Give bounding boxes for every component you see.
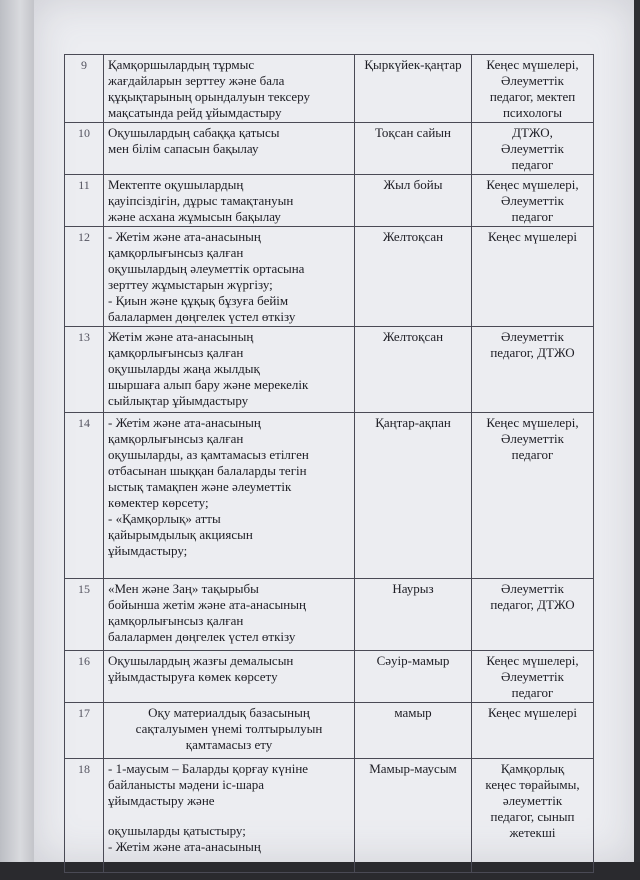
responsible-line: педагог, сынып — [490, 809, 575, 824]
work-plan-table — [64, 54, 594, 873]
responsible-line: психологы — [502, 105, 563, 120]
responsible-line: әлеуметтік — [502, 793, 563, 808]
event-line: және асхана жұмысын бақылау — [108, 209, 281, 224]
responsible-line: Қамқорлық — [500, 761, 565, 776]
responsible-line: ДТЖО, — [512, 125, 553, 140]
responsible-line: Кеңес мүшелері — [488, 705, 577, 720]
table-row — [65, 703, 594, 759]
responsible-line: педагог — [511, 447, 554, 462]
event-line: оқушылардың әлеуметтік ортасына — [108, 261, 305, 276]
responsible-line: Кеңес мүшелері, — [486, 653, 579, 668]
table-row — [65, 227, 594, 327]
event-term: Наурыз — [355, 579, 472, 651]
event-term: Жыл бойы — [355, 175, 472, 227]
event-line: қамқорлығынсыз қалған — [108, 431, 244, 446]
responsible-line: педагог, мектеп — [489, 89, 576, 104]
event-line: қамтамасыз ету — [185, 737, 273, 752]
table-row — [65, 175, 594, 227]
responsible-line: Әлеуметтік — [501, 329, 564, 344]
event-description — [104, 55, 355, 123]
event-description — [104, 759, 355, 873]
table-row — [65, 327, 594, 413]
event-line: зерттеу жұмыстарын жүргізу; — [108, 277, 273, 292]
table-row — [65, 55, 594, 123]
event-line: оқушыларды қатыстыру; — [108, 823, 246, 838]
event-line: - Жетім және ата-анасының — [108, 839, 261, 854]
event-term: Желтоқсан — [355, 227, 472, 327]
event-line: - Қиын және құқық бұзуға бейім — [108, 293, 289, 308]
event-line: қайырымдылық акциясын — [108, 527, 253, 542]
event-description — [104, 227, 355, 327]
responsible-line: Кеңес мүшелері, — [486, 177, 579, 192]
event-line: қамқорлығынсыз қалған — [108, 245, 244, 260]
event-line: - 1-маусым – Баларды қорғау күніне — [108, 761, 309, 776]
event-description — [104, 703, 355, 759]
responsible-line: Әлеуметтік — [501, 669, 564, 684]
event-term: Қаңтар-ақпан — [355, 413, 472, 579]
event-term: Желтоқсан — [355, 327, 472, 413]
event-line: құқықтарының орындалуын тексеру — [108, 89, 311, 104]
event-term: мамыр — [355, 703, 472, 759]
responsible-line: педагог, ДТЖО — [490, 597, 575, 612]
event-line: - Жетім және ата-анасының — [108, 415, 261, 430]
responsible-line: Әлеуметтік — [501, 141, 564, 156]
responsible-line: Әлеуметтік — [501, 193, 564, 208]
row-number: 10 — [65, 123, 104, 175]
event-line: оқушыларды жаңа жылдық — [108, 361, 260, 376]
responsible-persons — [472, 227, 594, 327]
row-number: 14 — [65, 413, 104, 579]
event-line: шыршаға алып бару және мерекелік — [108, 377, 309, 392]
responsible-persons — [472, 327, 594, 413]
event-line: балалармен дөңгелек үстел өткізу — [108, 309, 296, 324]
event-description — [104, 327, 355, 413]
event-line: қауіпсіздігін, дұрыс тамақтануын — [108, 193, 294, 208]
page-edge-shadow — [0, 0, 34, 880]
event-line: сақталуымен үнемі толтырылуын — [135, 721, 323, 736]
responsible-persons — [472, 123, 594, 175]
event-description — [104, 123, 355, 175]
responsible-persons — [472, 579, 594, 651]
event-line: мен білім сапасын бақылау — [108, 141, 259, 156]
event-line: Мектепте оқушылардың — [108, 177, 244, 192]
event-description — [104, 175, 355, 227]
event-line: бойынша жетім және ата-анасының — [108, 597, 306, 612]
event-line: Жетім және ата-анасының — [108, 329, 254, 344]
event-term: Тоқсан сайын — [355, 123, 472, 175]
table-row — [65, 759, 594, 873]
event-line: - Жетім және ата-анасының — [108, 229, 261, 244]
responsible-line: Әлеуметтік — [501, 431, 564, 446]
event-line — [108, 809, 350, 823]
row-number: 11 — [65, 175, 104, 227]
responsible-persons — [472, 651, 594, 703]
row-number: 12 — [65, 227, 104, 327]
event-line: байланысты мәдени іс-шара — [108, 777, 265, 792]
event-line: - «Қамқорлық» атты — [108, 511, 221, 526]
responsible-line: жетекші — [509, 825, 556, 840]
event-term: Сәуір-мамыр — [355, 651, 472, 703]
row-number: 17 — [65, 703, 104, 759]
responsible-persons — [472, 55, 594, 123]
responsible-line: Кеңес мүшелері — [488, 229, 577, 244]
table-row — [65, 579, 594, 651]
table-row — [65, 123, 594, 175]
row-number: 9 — [65, 55, 104, 123]
event-line: ұйымдастыру; — [108, 543, 188, 558]
event-line: ұйымдастыруға көмек көрсету — [108, 669, 278, 684]
event-line: қамқорлығынсыз қалған — [108, 613, 244, 628]
event-line: оқушыларды, аз қамтамасыз етілген — [108, 447, 309, 462]
responsible-persons — [472, 175, 594, 227]
responsible-line: педагог — [511, 685, 554, 700]
responsible-line: Әлеуметтік — [501, 73, 564, 88]
event-line: ыстық тамақпен және әлеуметтік — [108, 479, 292, 494]
responsible-persons — [472, 413, 594, 579]
table-row — [65, 413, 594, 579]
table-row — [65, 651, 594, 703]
event-line: сыйлықтар ұйымдастыру — [108, 393, 249, 408]
responsible-line: педагог, ДТЖО — [490, 345, 575, 360]
event-line: Оқушылардың жазғы демалысын — [108, 653, 294, 668]
event-line: мақсатында рейд ұйымдастыру — [108, 105, 282, 120]
event-line: Қамқоршылардың тұрмыс — [108, 57, 255, 72]
event-term: Мамыр-маусым — [355, 759, 472, 873]
event-description — [104, 651, 355, 703]
event-description — [104, 579, 355, 651]
event-line: балалармен дөңгелек үстел өткізу — [108, 629, 296, 644]
responsible-line: педагог — [511, 209, 554, 224]
event-description — [104, 413, 355, 579]
row-number: 18 — [65, 759, 104, 873]
responsible-line: педагог — [511, 157, 554, 172]
row-number: 15 — [65, 579, 104, 651]
event-line: Оқушылардың сабаққа қатысы — [108, 125, 280, 140]
event-line: жағдайларын зерттеу және бала — [108, 73, 285, 88]
row-number: 13 — [65, 327, 104, 413]
responsible-persons — [472, 759, 594, 873]
event-line: «Мен және Заң» тақырыбы — [108, 581, 259, 596]
responsible-line: Кеңес мүшелері, — [486, 415, 579, 430]
event-term: Қыркүйек-қаңтар — [355, 55, 472, 123]
responsible-persons — [472, 703, 594, 759]
event-line: Оқу материалдық базасының — [148, 705, 310, 720]
responsible-line: Кеңес мүшелері, — [486, 57, 579, 72]
responsible-line: Әлеуметтік — [501, 581, 564, 596]
event-line: отбасынан шыққан балаларды тегін — [108, 463, 307, 478]
event-line: көмектер көрсету; — [108, 495, 209, 510]
event-line: ұйымдастыру және — [108, 793, 215, 808]
row-number: 16 — [65, 651, 104, 703]
event-line: қамқорлығынсыз қалған — [108, 345, 244, 360]
responsible-line: кеңес төрайымы, — [485, 777, 580, 792]
